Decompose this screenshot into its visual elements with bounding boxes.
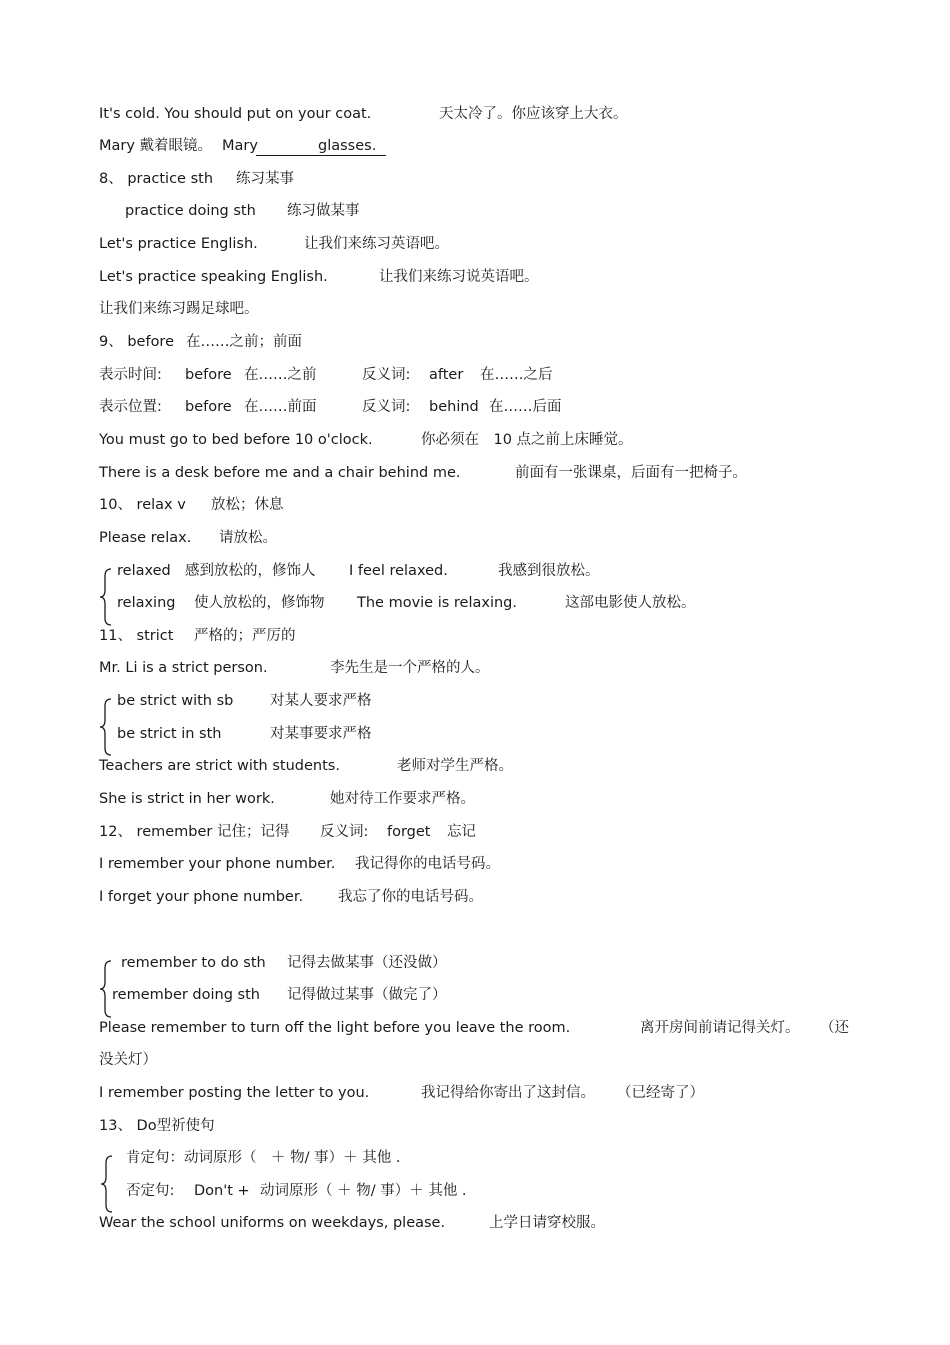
example-sentence-zh: 离开房间前请记得关灯。 [640, 1020, 800, 1036]
section-10-meaning: 放松；休息 [211, 497, 284, 513]
phrase-meaning: 对某人要求严格 [270, 693, 372, 709]
usage-label: 表示时间: [99, 367, 162, 383]
phrase: remember doing sth [112, 987, 260, 1003]
example-sentence-en: I forget your phone number. [99, 889, 304, 905]
phrase-meaning: 对某事要求严格 [270, 726, 372, 742]
word-form: relaxed [117, 563, 171, 579]
example-sentence-en: She is strict in her work. [99, 791, 275, 807]
keyword-meaning: 在……前面 [244, 399, 317, 415]
section-8-heading: 8、 practice sth [99, 171, 214, 187]
phrase: remember to do sth [121, 955, 266, 971]
curly-brace-icon [99, 568, 113, 626]
example-sentence-en: I remember posting the letter to you. [99, 1085, 370, 1101]
antonym: after [429, 367, 464, 383]
section-8-meaning: 练习某事 [236, 171, 294, 187]
section-11-heading: 11、 strict [99, 628, 174, 644]
example-sentence-zh: 上学日请穿校服。 [489, 1215, 605, 1231]
example-sentence-en: You must go to bed before 10 o'clock. [99, 432, 373, 448]
example-sentence-zh: 请放松。 [219, 530, 277, 546]
keyword: before [185, 399, 232, 415]
section-9-meaning: 在……之前；前面 [186, 334, 302, 350]
phrase-meaning: 记得做过某事（做完了） [287, 987, 447, 1003]
sentence-pattern-keyword: Don't + [194, 1183, 250, 1199]
fill-in-blank: glasses. [256, 137, 386, 156]
note: （已经寄了） [617, 1085, 704, 1101]
usage-label: 表示位置: [99, 399, 162, 415]
exercise-prompt: Mary 戴着眼镜。 [99, 138, 213, 154]
example-sentence-en: Please remember to turn off the light before you leave the room. [99, 1020, 571, 1036]
example-sentence-en: There is a desk before me and a chair behind me. [99, 465, 461, 481]
keyword-meaning: 在……之前 [244, 367, 317, 383]
word-form: relaxing [117, 595, 176, 611]
example-sentence-zh: 这部电影使人放松。 [565, 595, 696, 611]
antonym-label: 反义词: [362, 399, 411, 415]
example-sentence-en: Teachers are strict with students. [99, 758, 340, 774]
example-sentence-en: I remember your phone number. [99, 856, 336, 872]
sentence-pattern-label: 否定句: [126, 1183, 175, 1199]
note: （还 [820, 1020, 849, 1036]
antonym-meaning: 在……后面 [489, 399, 562, 415]
example-sentence-zh: 我忘了你的电话号码。 [338, 889, 483, 905]
example-sentence-zh: 让我们来练习英语吧。 [304, 236, 449, 252]
section-10-heading: 10、 relax v [99, 497, 186, 513]
antonym-label: 反义词: [320, 824, 369, 840]
phrase: be strict with sb [117, 693, 234, 709]
example-sentence-zh: 我感到很放松。 [498, 563, 600, 579]
sentence-pattern: 动词原形（ ＋ 物/ 事）＋ 其他 . [260, 1183, 467, 1199]
curly-brace-icon [99, 698, 113, 756]
antonym-label: 反义词: [362, 367, 411, 383]
example-sentence-en: Mr. Li is a strict person. [99, 660, 268, 676]
section-13-heading: 13、 Do型祈使句 [99, 1118, 215, 1134]
section-11-meaning: 严格的；严厉的 [194, 628, 296, 644]
phrase-meaning: 记得去做某事（还没做） [287, 955, 447, 971]
antonym: behind [429, 399, 479, 415]
example-sentence-en: Let's practice English. [99, 236, 258, 252]
example-sentence-zh: 前面有一张课桌，后面有一把椅子。 [515, 465, 747, 481]
example-sentence-zh: 我记得你的电话号码。 [355, 856, 500, 872]
example-sentence-en: Let's practice speaking English. [99, 269, 328, 285]
example-sentence-en: I feel relaxed. [349, 563, 448, 579]
keyword: before [185, 367, 232, 383]
example-sentence-zh: 她对待工作要求严格。 [330, 791, 475, 807]
curly-brace-icon [100, 1155, 114, 1213]
phrase: practice doing sth [125, 203, 256, 219]
section-12-heading: 12、 remember 记住；记得 [99, 824, 290, 840]
antonym: forget [387, 824, 431, 840]
example-sentence-en: Wear the school uniforms on weekdays, please. [99, 1215, 446, 1231]
example-sentence-en: Please relax. [99, 530, 192, 546]
example-sentence-zh: 你必须在 10 点之前上床睡觉。 [421, 432, 633, 448]
note-continuation: 没关灯） [99, 1052, 157, 1068]
example-sentence-en: It's cold. You should put on your coat. [99, 106, 372, 122]
example-sentence-zh: 李先生是一个严格的人。 [330, 660, 490, 676]
word-form-meaning: 使人放松的，修饰物 [194, 595, 325, 611]
example-sentence-zh: 我记得给你寄出了这封信。 [421, 1085, 595, 1101]
section-9-heading: 9、 before [99, 334, 174, 350]
example-sentence-zh: 老师对学生严格。 [397, 758, 513, 774]
exercise-subject: Mary [222, 138, 258, 154]
example-sentence-en: The movie is relaxing. [357, 595, 517, 611]
curly-brace-icon [99, 960, 113, 1018]
sentence-pattern: 肯定句：动词原形（ ＋ 物/ 事）＋ 其他 . [126, 1150, 401, 1166]
antonym-meaning: 在……之后 [480, 367, 553, 383]
word-form-meaning: 感到放松的，修饰人 [185, 563, 316, 579]
example-sentence-zh: 天太冷了。你应该穿上大衣。 [439, 106, 628, 122]
example-sentence-zh: 让我们来练习说英语吧。 [379, 269, 539, 285]
phrase: be strict in sth [117, 726, 222, 742]
phrase-meaning: 练习做某事 [287, 203, 360, 219]
antonym-meaning: 忘记 [447, 824, 476, 840]
exercise-sentence-zh: 让我们来练习踢足球吧。 [99, 301, 259, 317]
